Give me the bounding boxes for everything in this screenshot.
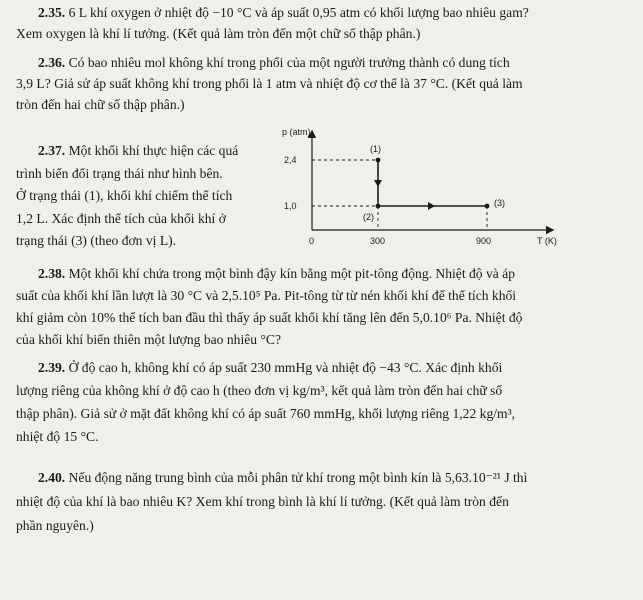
problem-2-38 (16, 263, 632, 351)
state-point (376, 158, 381, 163)
y-tick-label: 1,0 (284, 201, 297, 211)
problem-number: 2.36. (38, 55, 66, 70)
y-tick-label: 2,4 (284, 155, 297, 165)
problem-number: 2.40. (38, 470, 66, 485)
problem-text: 3,9 L? Giả sử áp suất không khí trong phổi là 1 atm và nhiệt độ cơ thể là 37 °C. (Kết quả làm (16, 76, 523, 91)
problem-2-37 (16, 140, 274, 253)
problem-text: của khối khí biến thiên một lượng bao nhiêu °C? (16, 332, 282, 347)
process-2-3-arrow (428, 202, 435, 210)
problem-2-36 (16, 52, 632, 115)
x-tick-label: 300 (370, 236, 386, 246)
problem-text: Một khối khí thực hiện các quá (68, 143, 239, 158)
problem-2-40 (16, 466, 632, 538)
problem-text: tròn đến hai chữ số thập phân.) (16, 97, 185, 112)
state-point (485, 204, 490, 209)
state-label: (2) (363, 212, 374, 222)
problem-text: thập phân). Giả sử ở mặt đất không khí có áp suất 760 mmHg, khối lượng riêng 1,22 kg/m³, (16, 406, 516, 421)
problem-number: 2.38. (38, 266, 66, 281)
p-t-diagram-svg (282, 126, 622, 254)
problem-text: khí giảm còn 10% thể tích ban đầu thì thấy áp suất khối khí tăng lên đến 5,0.10⁶ Pa. Nhiệt độ (16, 310, 523, 325)
problem-text: Có bao nhiêu mol không khí trong phổi của một người trưởng thành có dung tích (68, 55, 510, 70)
problem-text: phần nguyên.) (16, 518, 94, 533)
problem-text: nhiệt độ của khí là bao nhiêu K? Xem khí trong bình là khí lí tưởng. (Kết quả làm tròn đến (16, 494, 509, 509)
problem-text: Ở độ cao h, không khí có áp suất 230 mmHg và nhiệt độ −43 °C. Xác định khối (68, 360, 503, 375)
problem-2-39 (16, 356, 632, 448)
problem-text: suất của khối khí lần lượt là 30 °C và 2,5.10⁵ Pa. Pit-tông từ từ nén khối khí để thể tích khối (16, 288, 517, 303)
problem-text: 1,2 L. Xác định thể tích của khối khí ở (16, 210, 226, 226)
y-axis-label: p (atm) (282, 127, 311, 137)
state-point (376, 204, 381, 209)
problem-number: 2.37. (38, 143, 66, 158)
problem-text: Nếu động năng trung bình của mỗi phân tử khí trong một bình kín là 5,63.10⁻²¹ J thì (68, 470, 528, 485)
problem-number: 2.35. (38, 5, 66, 20)
problem-2-35 (16, 2, 632, 44)
problem-text: trạng thái (3) (theo đơn vị L). (16, 233, 177, 248)
problem-text: 6 L khí oxygen ở nhiệt độ −10 °C và áp suất 0,95 atm có khối lượng bao nhiêu gam? (68, 5, 529, 20)
x-axis-label: T (K) (537, 236, 557, 246)
problem-text: Ở trạng thái (1), khối khí chiếm thể tích (16, 188, 233, 203)
state-label: (1) (370, 144, 381, 154)
process-1-2-arrow (374, 180, 382, 187)
state-label: (3) (494, 198, 505, 208)
problem-text: lượng riêng của không khí ở độ cao h (theo đơn vị kg/m³, kết quả làm tròn đến hai chữ số (16, 383, 503, 398)
problem-text: Xem oxygen là khí lí tưởng. (Kết quả làm tròn đến một chữ số thập phân.) (16, 26, 421, 41)
p-t-diagram (282, 126, 622, 254)
x-tick-label: 900 (476, 236, 492, 246)
problem-number: 2.39. (38, 360, 66, 375)
problem-text: trình biến đổi trạng thái như hình bên. (16, 165, 223, 181)
problem-text: Một khối khí chứa trong một bình đậy kín bằng một pit-tông động. Nhiệt độ và áp (68, 266, 516, 281)
problem-text: nhiệt độ 15 °C. (16, 429, 99, 444)
x-tick-label: 0 (309, 236, 315, 246)
